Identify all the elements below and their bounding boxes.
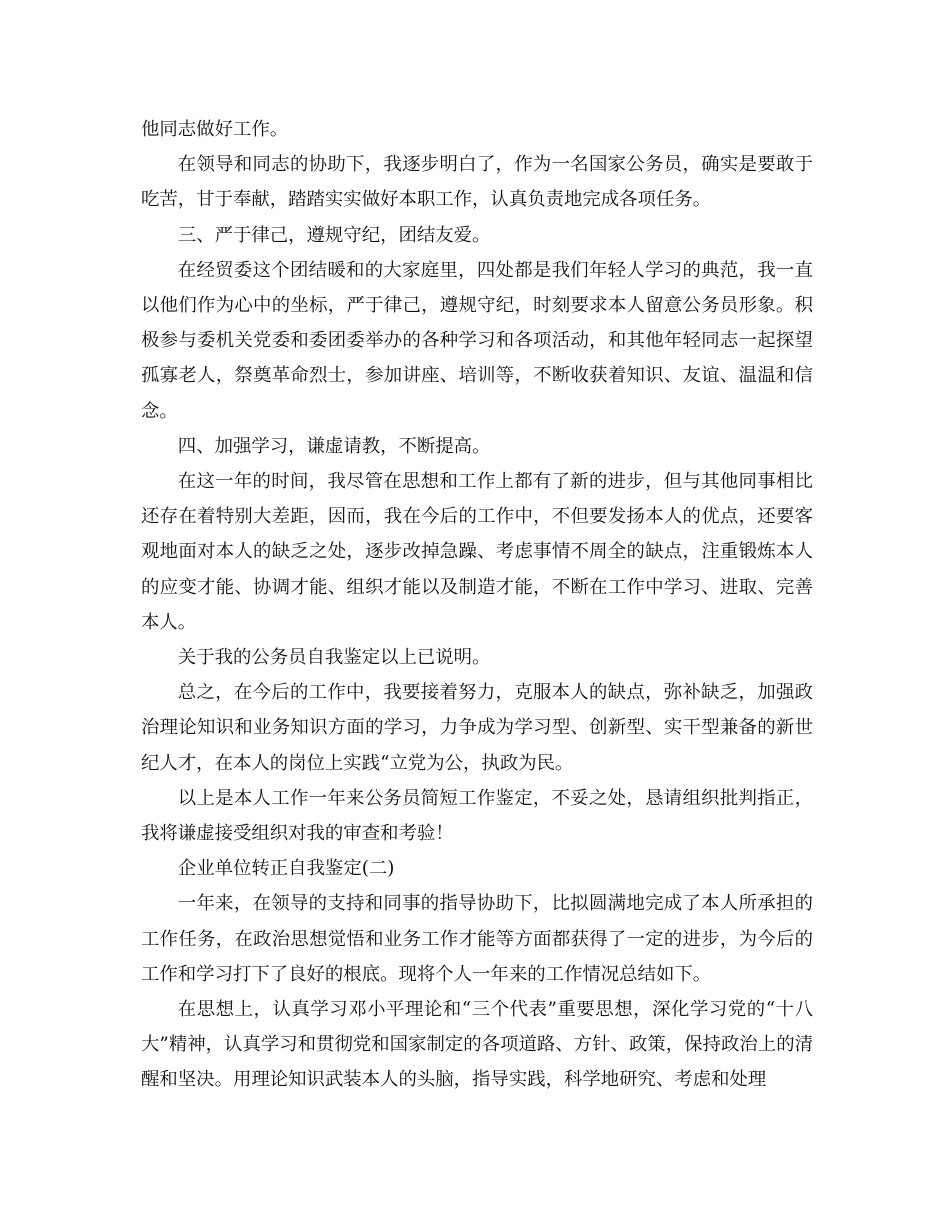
paragraph: 在这一年的时间，我尽管在思想和工作上都有了新的进步，但与其他同事相比还存在着特别大差距，因而，我在今后的工作中，不但要发扬本人的优点，还要客观地面对本人的缺乏之处，逐步改掉急躁、考虑事情不周全的缺点，注重锻炼本人的应变才能、协调才能、组织才能以及制造才能，不断在工作中学习、进取、完善本人。 [141,471,813,633]
paragraph: 以上是本人工作一年来公务员简短工作鉴定，不妥之处，恳请组织批判指正，我将谦虚接受组织对我的审查和考验！ [141,787,813,845]
paragraph: 一年来，在领导的支持和同事的指导协助下，比拟圆满地完成了本人所承担的工作任务，在政治思想觉悟和业务工作才能等方面都获得了一定的进步，为今后的工作和学习打下了良好的根底。现将个人一年来的工作情况总结如下。 [141,893,813,985]
paragraph: 他同志做好工作。 [141,119,289,140]
document-subtitle: 企业单位转正自我鉴定(二) [177,858,395,880]
paragraph: 总之，在今后的工作中，我要接着努力，克服本人的缺点，弥补缺乏，加强政治理论知识和业务知识方面的学习，力争成为学习型、创新型、实干型兼备的新世纪人才，在本人的岗位上实践“立党为公，执政为民。 [141,682,813,774]
section-heading: 四、加强学习，谦虚请教，不断提高。 [177,435,491,457]
paragraph: 在思想上，认真学习邓小平理论和“三个代表”重要思想，深化学习党的“十八大”精神，认真学习和贯彻党和国家制定的各项道路、方针、政策，保持政治上的清醒和坚决。用理论知识武装本人的头脑，指导实践，科学地研究、考虑和处理 [141,999,813,1091]
document-body [141,112,813,1098]
paragraph: 在领导和同志的协助下，我逐步明白了，作为一名国家公务员，确实是要敢于吃苦，甘于奉献，踏踏实实做好本职工作，认真负责地完成各项任务。 [141,154,813,211]
section-heading: 三、严于律己，遵规守纪，团结友爱。 [177,224,491,246]
paragraph: 关于我的公务员自我鉴定以上已说明。 [177,647,491,669]
paragraph: 在经贸委这个团结暖和的大家庭里，四处都是我们年轻人学习的典范，我一直以他们作为心中的坐标，严于律己，遵规守纪，时刻要求本人留意公务员形象。积极参与委机关党委和委团委举办的各种学习和各项活动，和其他年轻同志一起探望孤寡老人，祭奠革命烈士，参加讲座、培训等，不断收获着知识、友谊、温温和信念。 [141,259,813,422]
